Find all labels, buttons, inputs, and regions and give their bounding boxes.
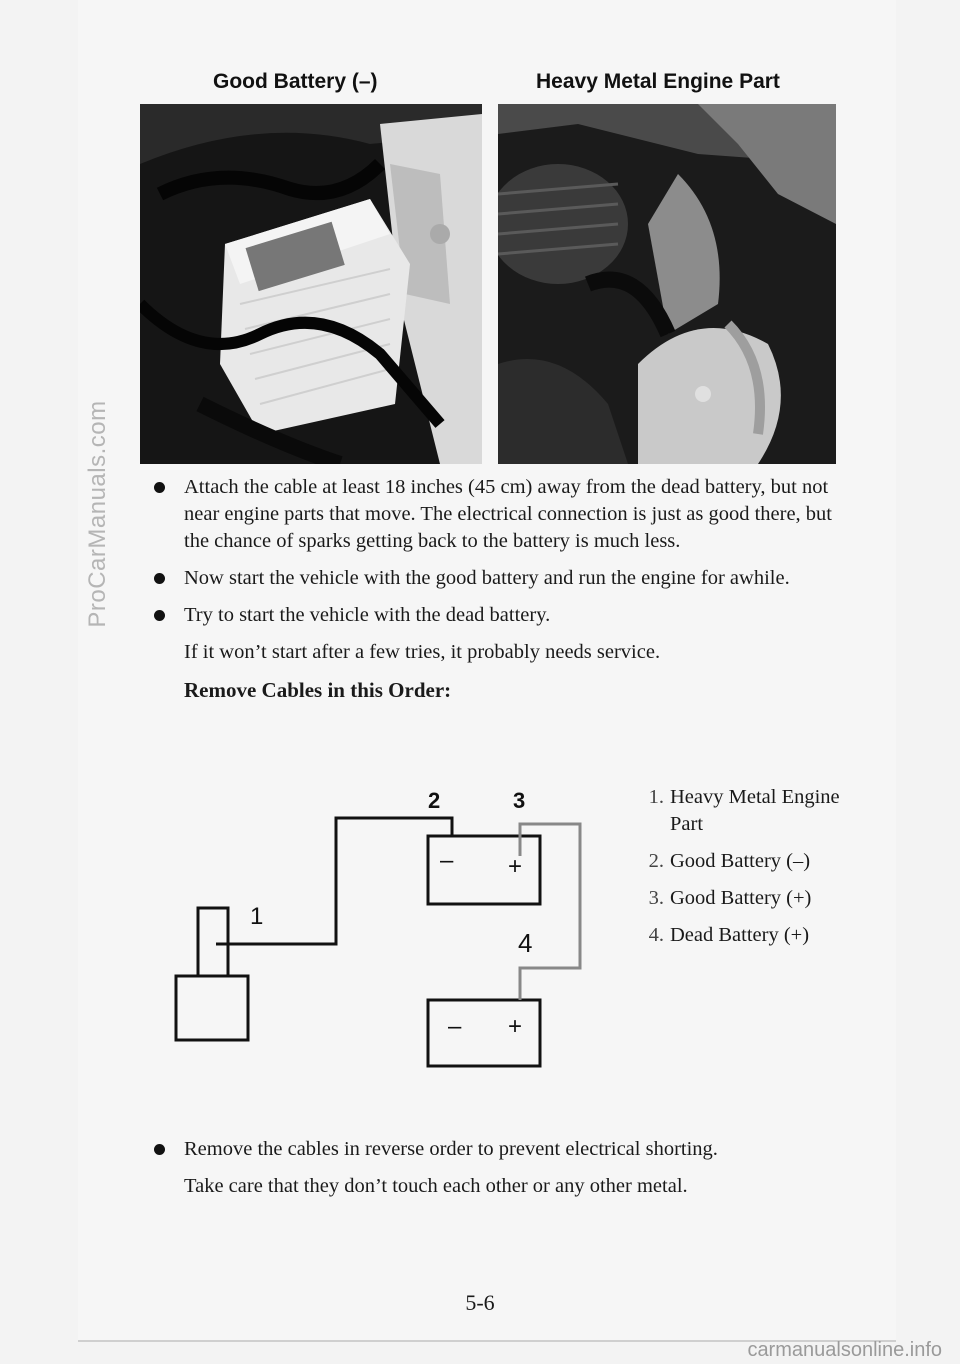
cable-removal-diagram <box>168 778 608 1078</box>
good-battery-photo-image <box>140 104 482 464</box>
step-start-dead-vehicle <box>148 602 848 629</box>
order-item-text: Dead Battery (+) <box>670 924 810 946</box>
step-attach-cable-text: Attach the cable at least 18 inches (45 cm) away from the dead battery, but not near engine parts that move. The electrical connection is just as good there, but the chance of sparks getting back to the battery is much less. <box>184 476 833 552</box>
side-watermark: ProCarManuals.com <box>84 400 111 628</box>
step-remove-reverse-text: Remove the cables in reverse order to prevent electrical shorting. <box>184 1138 718 1160</box>
jump-start-steps <box>148 474 848 703</box>
service-note: If it won’t start after a few tries, it probably needs service. <box>184 641 661 663</box>
order-item-number: 2. <box>648 850 664 872</box>
bullet-dot-icon <box>154 482 165 493</box>
dead-battery-minus-sign: – <box>448 1013 462 1040</box>
good-battery-plus-sign: + <box>508 853 523 880</box>
order-item-number: 3. <box>648 887 664 909</box>
removal-steps <box>148 1136 848 1212</box>
engine-part-photo-label: Heavy Metal Engine Part <box>536 70 780 93</box>
good-battery-minus-sign: – <box>440 847 454 874</box>
order-item <box>630 922 850 949</box>
bottom-note: Take care that they don’t touch each other or any other metal. <box>184 1175 688 1197</box>
order-item-text: Good Battery (–) <box>670 850 811 872</box>
good-battery-photo <box>140 104 482 464</box>
engine-part-photo <box>498 104 836 464</box>
remove-cables-heading: Remove Cables in this Order: <box>184 678 452 702</box>
step-remove-reverse <box>148 1136 848 1163</box>
page-number: 5-6 <box>465 1290 495 1315</box>
order-item <box>630 885 850 912</box>
diagram-label-2: 2 <box>428 788 441 813</box>
engine-part-photo-image <box>498 104 836 464</box>
bottom-watermark: carmanualsonline.info <box>747 1339 942 1361</box>
dead-battery-plus-sign: + <box>508 1013 523 1040</box>
step-start-good-vehicle <box>148 565 848 592</box>
removal-order-list <box>630 784 850 959</box>
cable-removal-diagram-svg <box>168 778 608 1078</box>
order-item-text: Heavy Metal Engine Part <box>670 786 840 835</box>
order-item-number: 4. <box>648 924 664 946</box>
order-item <box>630 784 850 838</box>
step-attach-cable <box>148 474 848 555</box>
good-battery-photo-label: Good Battery (–) <box>213 70 378 93</box>
order-item-text: Good Battery (+) <box>670 887 812 909</box>
bullet-dot-icon <box>154 1144 165 1155</box>
step-start-dead-vehicle-text: Try to start the vehicle with the dead battery. <box>184 604 551 626</box>
step-start-good-vehicle-text: Now start the vehicle with the good battery and run the engine for awhile. <box>184 567 790 589</box>
order-item-number: 1. <box>648 786 664 808</box>
bullet-dot-icon <box>154 573 165 584</box>
diagram-label-3: 3 <box>513 788 526 813</box>
diagram-label-4: 4 <box>518 928 533 958</box>
diagram-label-1: 1 <box>250 903 264 930</box>
order-item <box>630 848 850 875</box>
bullet-dot-icon <box>154 610 165 621</box>
